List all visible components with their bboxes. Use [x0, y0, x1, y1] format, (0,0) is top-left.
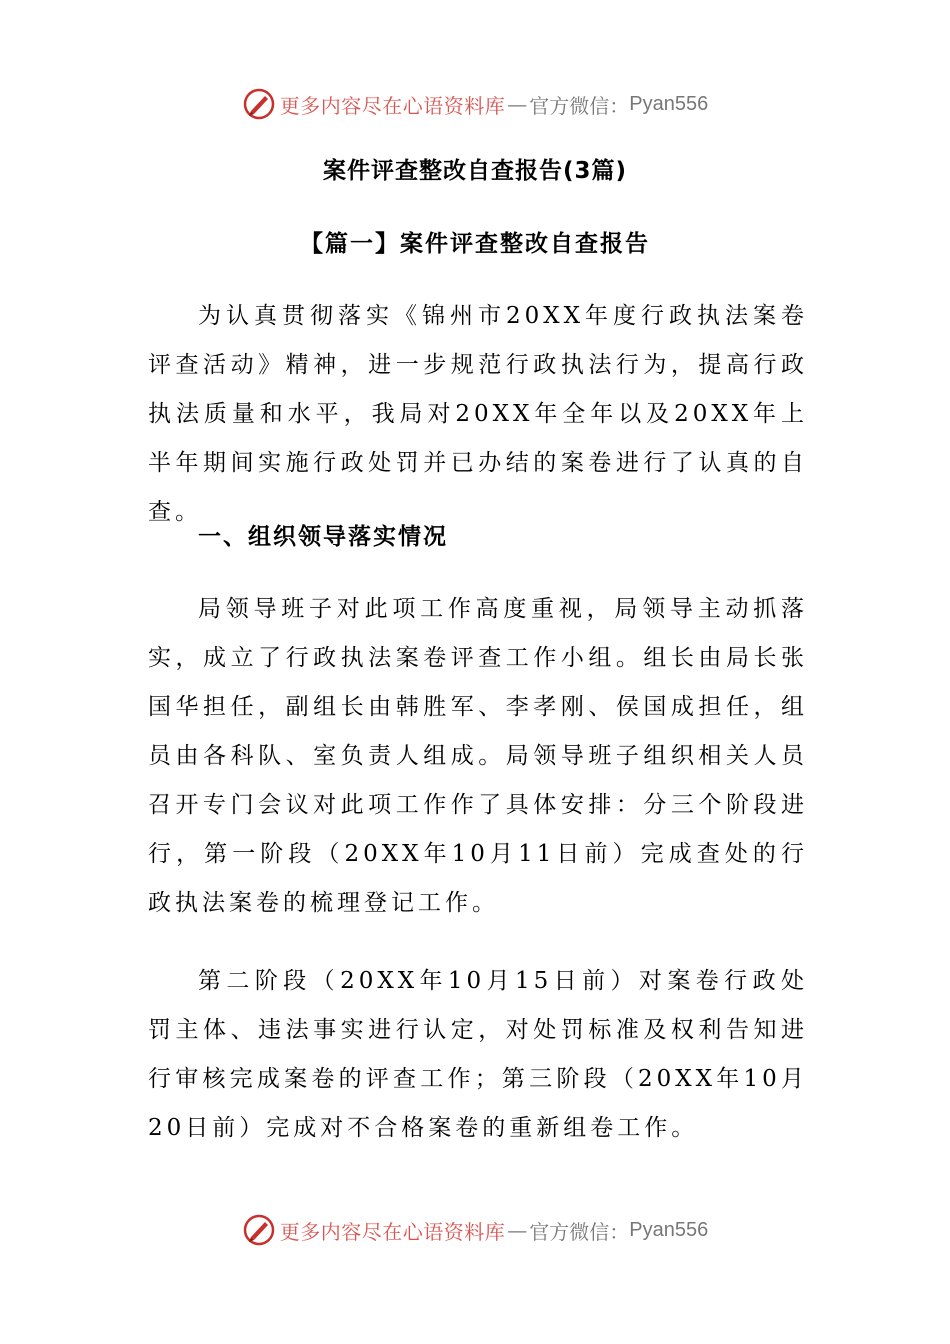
- heading-organization: 一、组织领导落实情况: [198, 524, 448, 550]
- watermark-brand: 更多内容尽在心语资料库: [279, 93, 506, 118]
- section-title: 【篇一】案件评查整改自查报告: [300, 231, 650, 257]
- watermark-banner-top: [0, 82, 950, 126]
- document-title: 案件评查整改自查报告(3篇): [322, 158, 628, 184]
- watermark-separator: —: [507, 1218, 528, 1242]
- watermark-wechat-id: Pyan556: [629, 1218, 709, 1241]
- paragraph-intro: 为认真贯彻落实《锦州市20XX年度行政执法案卷评查活动》精神，进一步规范行政执法行为，提高行政执法质量和水平，我局对20XX年全年以及20XX年上半年期间实施行政处罚并已办结的案卷进行了认真的自查。: [148, 303, 808, 525]
- watermark-separator: —: [507, 92, 528, 116]
- watermark-brand: 更多内容尽在心语资料库: [279, 1219, 506, 1244]
- pen-logo-icon: [242, 87, 276, 121]
- watermark-wechat-id: Pyan556: [629, 92, 709, 115]
- watermark-wechat-label: 官方微信：: [529, 93, 630, 118]
- pen-logo-icon: [242, 1213, 276, 1247]
- paragraph-stages: 第二阶段（20XX年10月15日前）对案卷行政处罚主体、违法事实进行认定，对处罚标准及权利告知进行审核完成案卷的评查工作；第三阶段（20XX年10月20日前）完成对不合格案卷的重新组卷工作。: [148, 968, 808, 1141]
- watermark-wechat-label: 官方微信：: [529, 1219, 630, 1244]
- paragraph-organization: 局领导班子对此项工作高度重视，局领导主动抓落实，成立了行政执法案卷评查工作小组。组长由局长张国华担任，副组长由韩胜军、李孝刚、侯国成担任，组员由各科队、室负责人组成。局领导班子组织相关人员召开专门会议对此项工作作了具体安排：分三个阶段进行，第一阶段（20XX年10月11日前）完成查处的行政执法案卷的梳理登记工作。: [148, 596, 808, 916]
- watermark-banner-bottom: [0, 1208, 950, 1252]
